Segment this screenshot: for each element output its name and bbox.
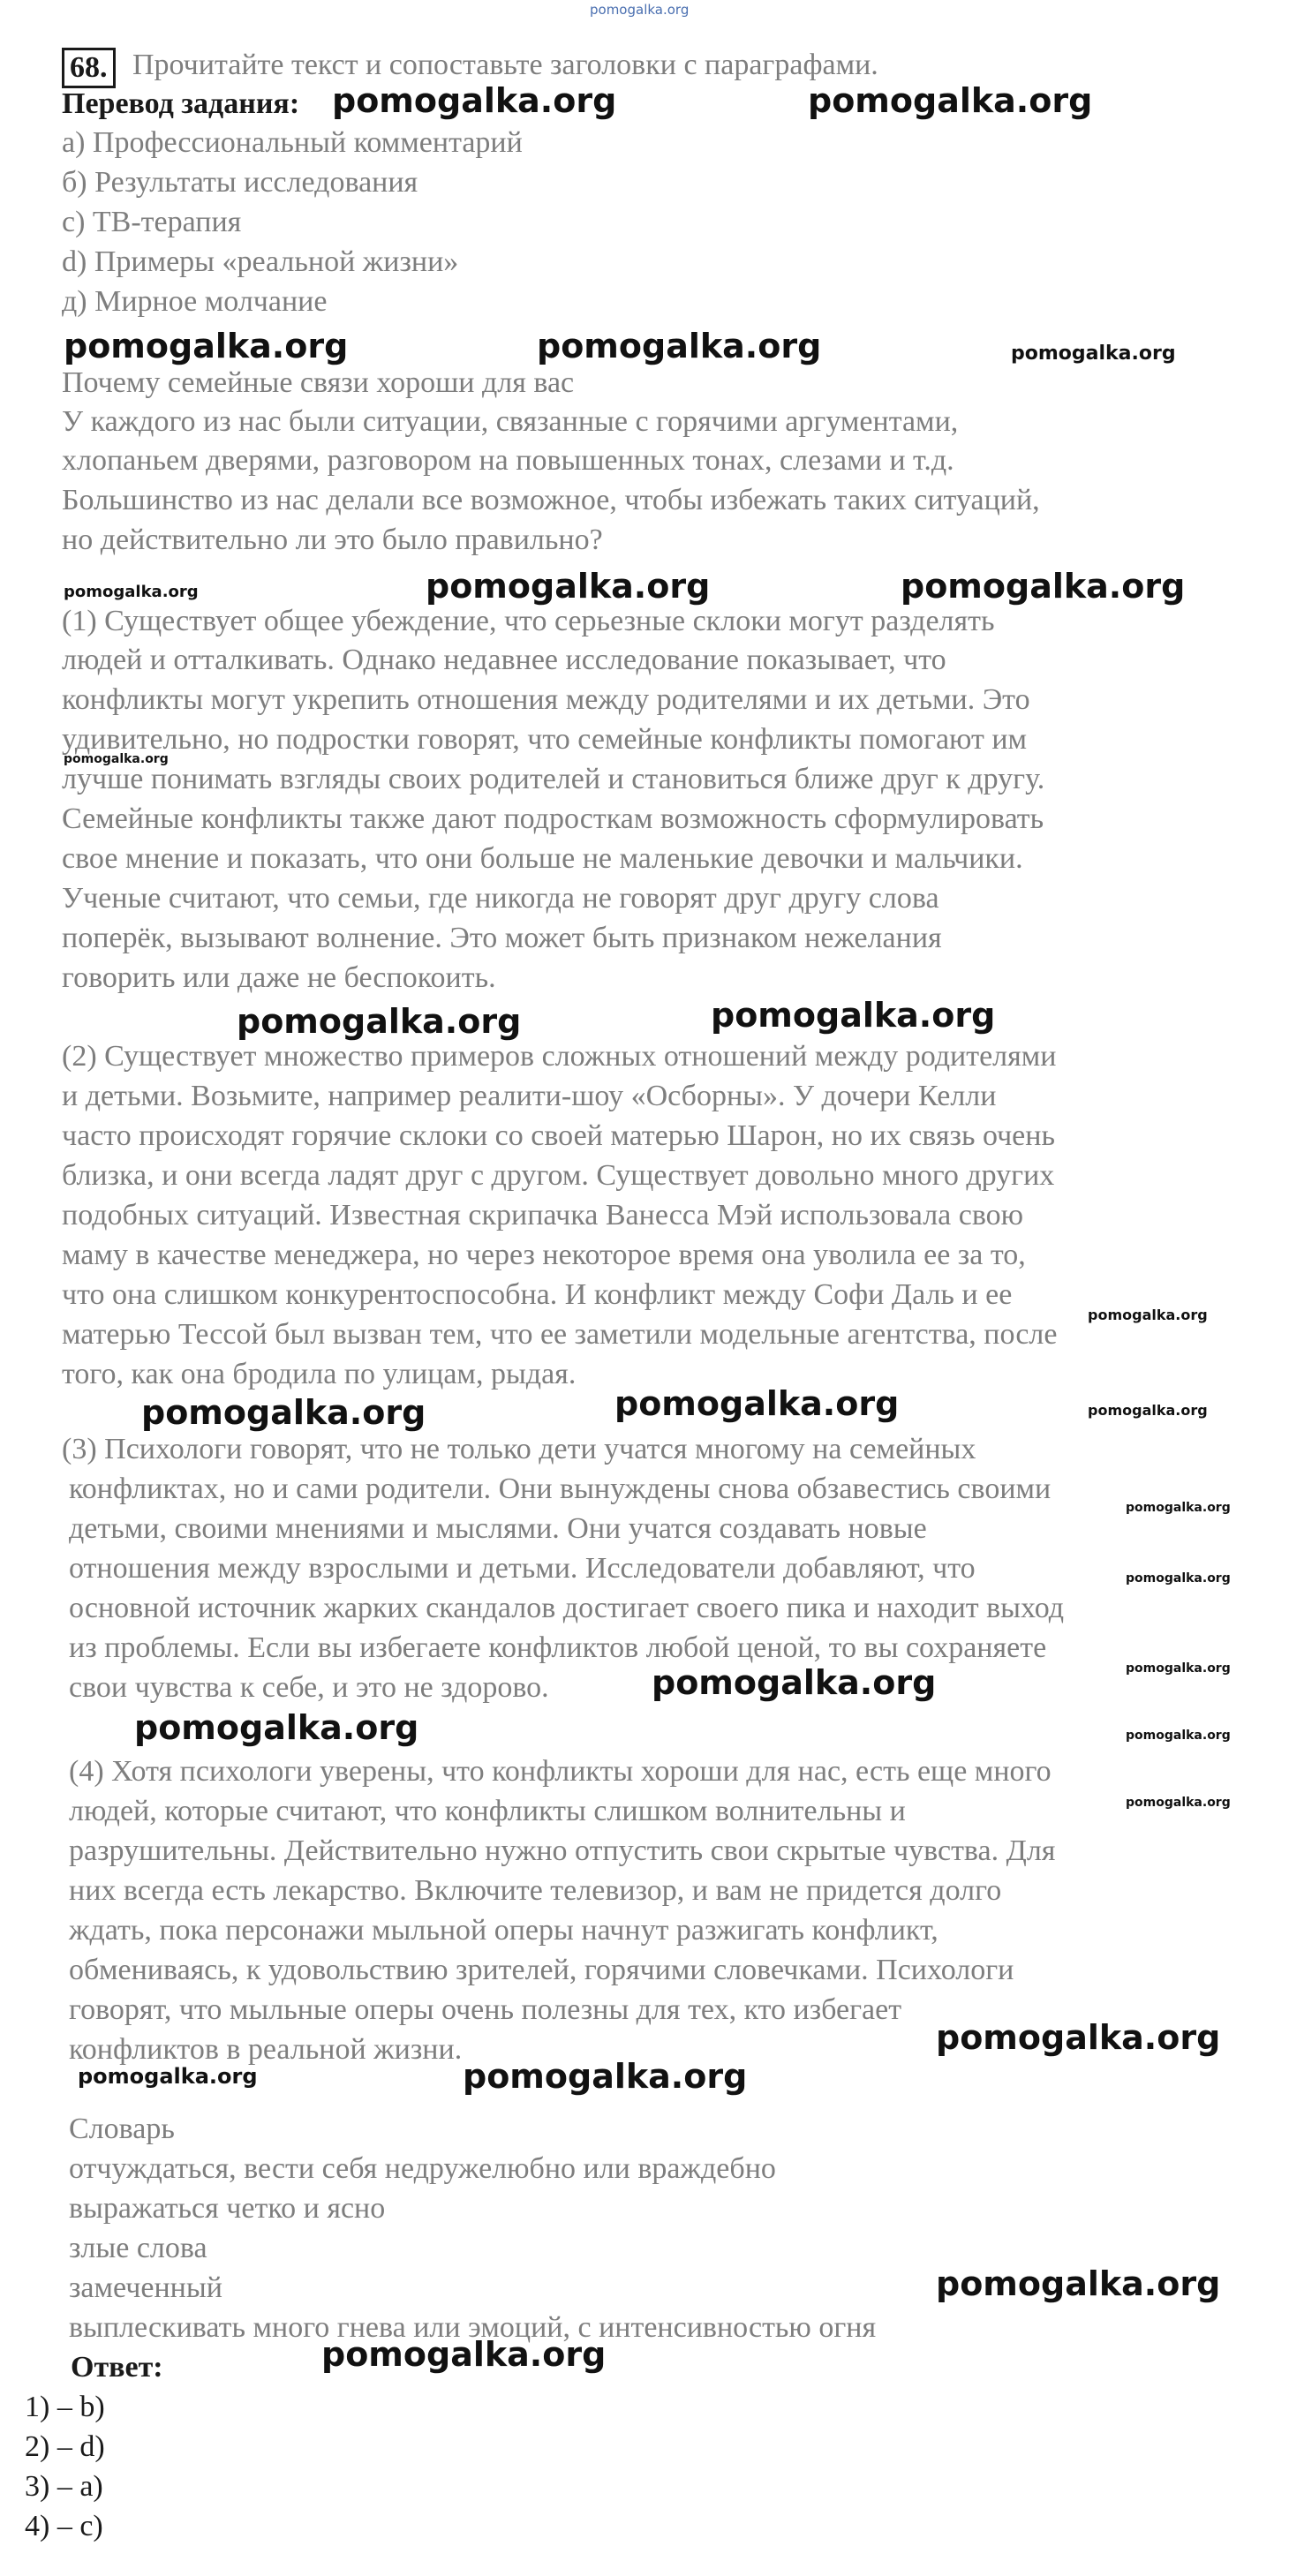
watermark: pomogalka.org (936, 2018, 1221, 2057)
intro-line: хлопаньем дверями, разговором на повышенных тонах, слезами и т.д. (62, 444, 954, 477)
watermark: pomogalka.org (936, 2264, 1221, 2303)
watermark: pomogalka.org (78, 2064, 258, 2089)
p4-line: (4) Хотя психологи уверены, что конфликты хороши для нас, есть еще много (69, 1755, 1052, 1788)
p2-line: часто происходят горячие склоки со своей матерью Шарон, но их связь очень (62, 1119, 1055, 1152)
watermark: pomogalka.org (141, 1393, 426, 1432)
p1-line: (1) Существует общее убеждение, что серьезные склоки могут разделять (62, 605, 995, 637)
glossary-item: выплескивать много гнева или эмоций, с интенсивностью огня (69, 2311, 877, 2344)
watermark: pomogalka.org (808, 81, 1093, 120)
watermark: pomogalka.org (1126, 1501, 1231, 1515)
watermark: pomogalka.org (537, 327, 822, 365)
watermark: pomogalka.org (1126, 1571, 1231, 1586)
p2-line: и детьми. Возьмите, например реалити-шоу «Осборны». У дочери Келли (62, 1080, 997, 1112)
translation-label: Перевод задания: (62, 87, 300, 120)
p4-line: людей, которые считают, что конфликты слишком волнительны и (69, 1795, 906, 1827)
watermark: pomogalka.org (652, 1663, 937, 1702)
answer-label: Ответ: (71, 2351, 163, 2384)
watermark: pomogalka.org (1126, 1661, 1231, 1676)
watermark: pomogalka.org (463, 2057, 748, 2096)
heading-c: с) ТВ-терапия (62, 206, 242, 238)
answer-item: 4) – c) (25, 2510, 103, 2542)
p4-line: ждать, пока персонажи мыльной оперы начнут разжигать конфликт, (69, 1914, 938, 1947)
heading-b: б) Результаты исследования (62, 166, 418, 199)
p4-line: разрушительны. Действительно нужно отпустить свои скрытые чувства. Для (69, 1834, 1056, 1867)
p2-line: близка, и они всегда ладят друг с другом. Существует довольно много других (62, 1159, 1055, 1192)
answer-item: 1) – b) (25, 2391, 105, 2423)
p4-line: обмениваясь, к удовольствию зрителей, горячими словечками. Психологи (69, 1954, 1014, 1986)
p4-line: говорят, что мыльные оперы очень полезны для тех, кто избегает (69, 1993, 902, 2026)
article-title: Почему семейные связи хороши для вас (62, 366, 575, 399)
p1-line: конфликты могут укрепить отношения между родителями и их детьми. Это (62, 683, 1030, 716)
p3-line: (3) Психологи говорят, что не только дети учатся многому на семейных (62, 1433, 976, 1465)
p3-line: конфликтах, но и сами родители. Они вынуждены снова обзавестись своими (69, 1473, 1052, 1505)
p2-line: подобных ситуаций. Известная скрипачка Ванесса Мэй использовала свою (62, 1199, 1024, 1232)
watermark: pomogalka.org (64, 327, 349, 365)
p4-line: конфликтов в реальной жизни. (69, 2033, 463, 2066)
watermark: pomogalka.org (1088, 1307, 1208, 1323)
watermark: pomogalka.org (321, 2335, 607, 2374)
intro-line: но действительно ли это было правильно? (62, 523, 603, 556)
watermark: pomogalka.org (64, 583, 199, 601)
task-number: 68. (62, 48, 116, 88)
watermark: pomogalka.org (614, 1384, 900, 1423)
task-instruction: Прочитайте текст и сопоставьте заголовки с параграфами. (132, 49, 878, 81)
p3-line: отношения между взрослыми и детьми. Исследователи добавляют, что (69, 1552, 976, 1585)
p2-line: того, как она бродила по улицам, рыдая. (62, 1358, 577, 1390)
watermark: pomogalka.org (134, 1708, 419, 1747)
p3-line: из проблемы. Если вы избегаете конфликтов любой ценой, то вы сохраняете (69, 1631, 1047, 1664)
watermark: pomogalka.org (711, 996, 996, 1035)
p2-line: матерью Тессой был вызван тем, что ее заметили модельные агентства, после (62, 1318, 1058, 1351)
answer-item: 3) – a) (25, 2470, 103, 2503)
p1-line: говорить или даже не беспокоить. (62, 961, 496, 994)
p1-line: Ученые считают, что семьи, где никогда не говорят друг другу слова (62, 882, 939, 915)
p1-line: поперёк, вызывают волнение. Это может быть признаком нежелания (62, 922, 942, 954)
watermark: pomogalka.org (901, 567, 1186, 606)
watermark: pomogalka.org (64, 752, 169, 766)
glossary-item: замеченный (69, 2271, 222, 2304)
watermark: pomogalka.org (426, 567, 711, 606)
glossary-item: злые слова (69, 2232, 207, 2264)
p3-line: детьми, своими мнениями и мыслями. Они учатся создавать новые (69, 1512, 927, 1545)
heading-e: д) Мирное молчание (62, 285, 328, 318)
p4-line: них всегда есть лекарство. Включите телевизор, и вам не придется долго (69, 1874, 1002, 1907)
p3-line: свои чувства к себе, и это не здорово. (69, 1671, 549, 1704)
header-watermark: pomogalka.org (590, 2, 690, 18)
watermark: pomogalka.org (1126, 1729, 1231, 1743)
glossary-item: отчуждаться, вести себя недружелюбно или враждебно (69, 2152, 776, 2185)
p1-line: свое мнение и показать, что они больше не маленькие девочки и мальчики. (62, 842, 1023, 875)
p1-line: удивительно, но подростки говорят, что семейные конфликты помогают им (62, 723, 1028, 756)
answer-item: 2) – d) (25, 2430, 105, 2463)
p1-line: лучше понимать взгляды своих родителей и становиться ближе друг к другу. (62, 763, 1045, 795)
p2-line: что она слишком конкурентоспособна. И конфликт между Софи Даль и ее (62, 1278, 1013, 1311)
p2-line: маму в качестве менеджера, но через некоторое время она уволила ее за то, (62, 1239, 1026, 1271)
intro-line: У каждого из нас были ситуации, связанные с горячими аргументами, (62, 405, 959, 438)
watermark: pomogalka.org (237, 1002, 522, 1041)
p2-line: (2) Существует множество примеров сложных отношений между родителями (62, 1040, 1057, 1073)
watermark: pomogalka.org (332, 81, 617, 120)
glossary-title: Словарь (69, 2113, 175, 2145)
heading-a: a) Профессиональный комментарий (62, 126, 523, 159)
p1-line: Семейные конфликты также дают подросткам возможность сформулировать (62, 802, 1044, 835)
p3-line: основной источник жарких скандалов достигает своего пика и находит выход (69, 1592, 1065, 1624)
watermark: pomogalka.org (1011, 343, 1176, 365)
watermark: pomogalka.org (1126, 1796, 1231, 1810)
p1-line: людей и отталкивать. Однако недавнее исследование показывает, что (62, 644, 946, 676)
watermark: pomogalka.org (1088, 1402, 1208, 1419)
glossary-item: выражаться четко и ясно (69, 2192, 386, 2225)
intro-line: Большинство из нас делали все возможное, чтобы избежать таких ситуаций, (62, 484, 1040, 516)
heading-d: d) Примеры «реальной жизни» (62, 245, 459, 278)
